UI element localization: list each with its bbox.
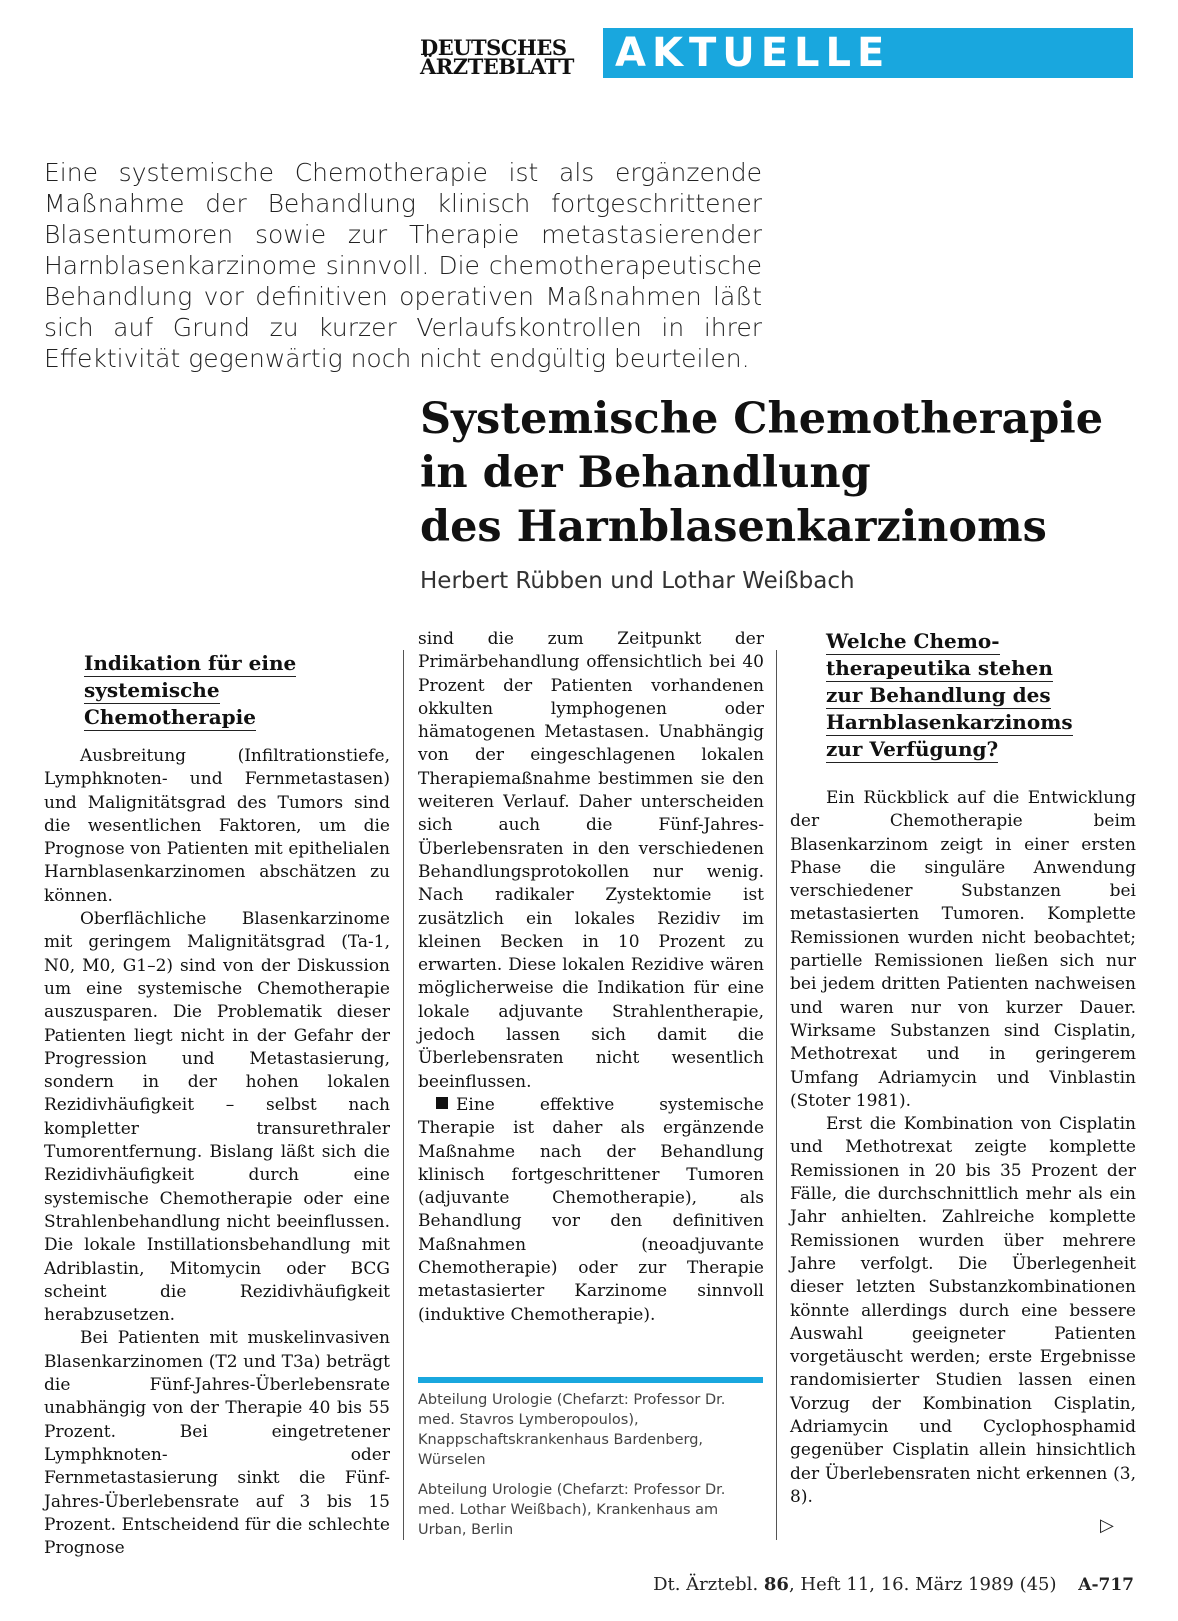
page-footer — [653, 1574, 1134, 1595]
column-divider-1 — [403, 650, 404, 1540]
body-paragraph: Ausbreitung (Infiltrationstiefe, Lymphknoten- und Fernmetastasen) und Malignitätsgrad des Tumors sind die wesentlichen Faktoren, um die Prognose von Patienten mit epithelialen Harnblasenkarzinomen abschätzen zu können. — [44, 746, 390, 906]
column-3 — [790, 628, 1136, 1509]
heading-line: Welche Chemo- — [826, 629, 1000, 653]
issue-date: , Heft 11, 16. März 1989 (45) — [788, 1574, 1057, 1595]
body-paragraph: Ein Rückblick auf die Entwicklung der Chemotherapie beim Blasenkarzinom zeigt in einer ersten Phase die singuläre Anwendung verschiedener Substanzen bei metastasierten Tumoren. Komplette Remissionen wurden nicht beobachtet; partielle Remissionen ließen sich nur bei jedem dritten Patienten nachweisen und waren nur von kurzer Dauer. Wirksame Substanzen sind Cisplatin, Methotrexat und in geringerem Umfang Adriamycin und Vinblastin (Stoter 1981). — [790, 788, 1136, 1111]
journal-logo — [420, 35, 610, 79]
body-paragraph: Oberflächliche Blasenkarzinome mit geringem Malignitätsgrad (Ta-1, N0, M0, G1–2) sind von der Diskussion um eine systemische Chemotherapie auszusparen. Die Problematik dieser Patienten liegt nicht in der Gefahr der Progression und Metastasierung, sondern in der hohen lokalen Rezidivhäufigkeit – selbst nach kompletter transurethraler Tumorentfernung. Bislang läßt sich die Rezidivhäufigkeit durch eine systemische Chemotherapie oder eine Strahlenbehandlung nicht beeinflussen. Die lokale Instillationsbehandlung mit Adriblastin, Mitomycin oder BCG scheint die Rezidivhäufigkeit herabzusetzen. — [44, 909, 390, 1326]
heading-line: Chemotherapie — [84, 705, 256, 729]
square-bullet-icon — [436, 1097, 448, 1109]
title-line-1: Systemische Chemotherapie — [420, 394, 1104, 444]
title-line-2: in der Behandlung — [420, 448, 871, 498]
continue-arrow-icon: ▷ — [1100, 1515, 1114, 1536]
column-2 — [418, 628, 764, 1327]
masthead — [420, 28, 1140, 126]
heading-line: Indikation für eine — [84, 651, 297, 675]
page-number: A-717 — [1078, 1575, 1134, 1595]
article-title — [420, 392, 1160, 554]
heading-line: systemische — [84, 678, 220, 702]
heading-line: zur Verfügung? — [826, 737, 999, 761]
body-paragraph-highlight — [418, 1094, 764, 1327]
body-paragraph: sind die zum Zeitpunkt der Primärbehandlung offensichtlich bei 40 Prozent der Patienten vorhandenen okkulten lymphogenen oder hämatogenen Metastasen. Unabhängig von der eingeschlagenen lokalen Therapiemaßnahme bestimmen sie den weiteren Verlauf. Daher unterscheiden sich auch die Fünf-Jahres-Überlebensraten in den verschiedenen Behandlungsprotokollen nur wenig. Nach radikaler Zystektomie ist zusätzlich ein lokales Rezidiv im kleinen Becken in 10 Prozent zu erwarten. Diese lokalen Rezidive wären möglicherweise die Indikation für eine lokale adjuvante Strahlentherapie, jedoch lassen sich damit die Überlebensraten nicht wesentlich beeinflussen. — [418, 629, 764, 1092]
column-1 — [44, 650, 390, 1560]
authors: Herbert Rübben und Lothar Weißbach — [420, 568, 855, 594]
column-divider-2 — [776, 650, 777, 1540]
heading-line: zur Behandlung des — [826, 683, 1051, 707]
title-line-3: des Harnblasenkarzinoms — [420, 502, 1047, 552]
affiliation-accent-bar — [418, 1377, 763, 1383]
heading-line: Harnblasenkarzinoms — [826, 710, 1073, 734]
highlight-text: Eine effektive systemische Therapie ist daher als ergänzende Maßnahme nach der Behandlung klinisch fortgeschrittener Tumoren (adjuvante Chemotherapie), als Behandlung vor den definitiven Maßnahmen (neoadjuvante Chemotherapie) oder zur Therapie metastasierter Karzinome sinnvoll (induktive Chemotherapie). — [418, 1094, 764, 1325]
section-heading-chemotherapeutika — [790, 628, 1136, 763]
lead-paragraph: Eine systemische Chemotherapie ist als ergänzende Maßnahme der Behandlung klinisch fortgeschrittener Blasentumoren sowie zur Therapie metastasierender Harnblasenkarzinome sinnvoll. Die chemotherapeutische Behandlung vor definitiven operativen Maßnahmen läßt sich auf Grund zu kurzer Verlaufskontrollen in ihrer Effektivität gegenwärtig noch nicht endgültig beurteilen. — [44, 158, 762, 373]
affiliation-1: Abteilung Urologie (Chefarzt: Professor Dr. med. Stavros Lymberopoulos), Knappschaftskrankenhaus Bardenberg, Würselen — [418, 1392, 726, 1468]
section-heading-indikation — [44, 650, 390, 731]
logo-line-2: ÄRZTEBLATT — [420, 54, 574, 79]
logo-line-1: DEUTSCHES — [420, 35, 567, 60]
volume-number: 86 — [763, 1574, 789, 1595]
body-paragraph: Erst die Kombination von Cisplatin und Methotrexat zeigte komplette Remissionen in 20 bis 35 Prozent der Fälle, die durchschnittlich mehr als ein Jahr anhielten. Zahlreiche komplette Remissionen wurden über mehrere Jahre verfolgt. Die Überlegenheit dieser letzten Substanzkombinationen könnte allerdings durch eine bessere Auswahl geeigneter Patienten vorgetäuscht werden; erste Ergebnisse randomisierter Studien lassen einen Vorzug der Kombination Cisplatin, Adriamycin und Cyclophosphamid gegenüber Cisplatin allein hinsichtlich der Überlebensraten nicht erkennen (3, 8). — [790, 1114, 1136, 1507]
journal-name: Dt. Ärztebl. — [653, 1574, 759, 1595]
body-paragraph: Bei Patienten mit muskelinvasiven Blasenkarzinomen (T2 und T3a) beträgt die Fünf-Jahres-Überlebensrate unabhängig von der Therapie 40 bis 55 Prozent. Bei eingetretener Lymphknoten- oder Fernmetastasierung sinkt die Fünf-Jahres-Überlebensrate auf 3 bis 15 Prozent. Entscheidend für die schlechte Prognose — [44, 1328, 390, 1559]
section-banner: AKTUELLE MEDIZIN — [603, 28, 1133, 78]
heading-line: therapeutika stehen — [826, 656, 1053, 680]
affiliation-2: Abteilung Urologie (Chefarzt: Professor Dr. med. Lothar Weißbach), Krankenhaus am Urban, Berlin — [418, 1482, 726, 1538]
